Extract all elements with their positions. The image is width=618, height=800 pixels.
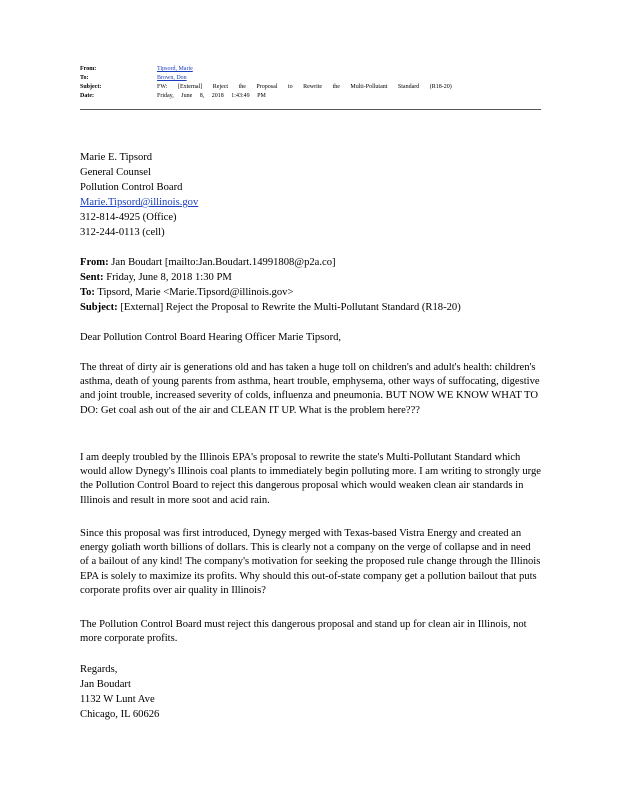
header-from-label: From: (80, 66, 97, 72)
forwarded-to-value: Tipsord, Marie <Marie.Tipsord@illinois.gov> (97, 287, 294, 298)
letter-salutation: Dear Pollution Control Board Hearing Officer Marie Tipsord, (80, 332, 342, 343)
sender-street: 1132 W Lunt Ave (80, 694, 155, 705)
header-subject-label: Subject: (80, 84, 102, 90)
header-divider (80, 109, 541, 110)
forwarded-from-label: From: (80, 257, 109, 268)
forwarded-subject-label: Subject: (80, 302, 118, 313)
signature-name: Marie E. Tipsord (80, 152, 153, 163)
signature-phone-cell: 312-244-0113 (cell) (80, 227, 165, 238)
forwarded-sent-row (80, 271, 232, 285)
signature-phone-office: 312-814-4925 (Office) (80, 212, 177, 223)
forwarded-sent-label: Sent: (80, 272, 104, 283)
forwarded-sent-value: Friday, June 8, 2018 1:30 PM (106, 272, 232, 283)
signature-org: Pollution Control Board (80, 182, 183, 193)
letter-paragraph-4: The Pollution Control Board must reject this dangerous proposal and stand up for clean air in Illinois, not more corporate profits. (80, 619, 527, 645)
letter-paragraph-3: Since this proposal was first introduced, Dynegy merged with Texas-based Vistra Energy and created an energy goliath worth billions of dollars. This is clearly not a company on the verge of collapse and in need of a bailout of any kind! The company's motivation for seeking the proposed rule change through the Illinois EPA is solely to maximize its profits. Why should this out-of-state company get a pollution bailout that puts corporate profits over air quality in Illinois? (80, 528, 541, 596)
forwarded-subject-row (80, 301, 461, 315)
header-from-link[interactable]: Tipsord, Marie (157, 66, 193, 72)
sender-city: Chicago, IL 60626 (80, 709, 160, 720)
header-to-label: To: (80, 75, 89, 81)
header-date-value: Friday, June 8, 2018 1:43:49 PM (157, 93, 266, 99)
forwarded-subject-value: [External] Reject the Proposal to Rewrite the Multi-Pollutant Standard (R18-20) (120, 302, 461, 313)
header-to-link[interactable]: Brown, Don (157, 75, 187, 81)
forwarded-from-value: Jan Boudart [mailto:Jan.Boudart.14991808@p2a.co] (111, 257, 336, 268)
letter-closing: Regards, (80, 664, 118, 675)
letter-paragraph-2: I am deeply troubled by the Illinois EPA's proposal to rewrite the state's Multi-Pollutant Standard which would allow Dynegy's Illinois coal plants to immediately begin polluting more. I am writing to strongly urge the Pollution Control Board to reject this dangerous proposal which would weaken clean air standards in Illinois and result in more soot and acid rain. (80, 452, 542, 506)
header-date-label: Date: (80, 93, 94, 99)
forwarded-from-row (80, 256, 336, 270)
forwarded-to-row (80, 286, 293, 300)
signature-email-link[interactable]: Marie.Tipsord@illinois.gov (80, 197, 199, 208)
header-subject-value: FW: [External] Reject the Proposal to Rewrite the Multi-Pollutant Standard (R18-20) (157, 84, 452, 90)
sender-name: Jan Boudart (80, 679, 131, 690)
letter-paragraph-1: The threat of dirty air is generations old and has taken a huge toll on children's and adult's health: children's asthma, death of young parents from asthma, heart trouble, emphysema, other ways of suffocating, digestive and joint trouble, increased severity of colds, influenza and pneumonia. BUT NOW WE KNOW WHAT TO DO: Get coal ash out of the air and CLEAN IT UP. What is the problem here??? (80, 362, 540, 416)
signature-title: General Counsel (80, 167, 151, 178)
forwarded-to-label: To: (80, 287, 95, 298)
